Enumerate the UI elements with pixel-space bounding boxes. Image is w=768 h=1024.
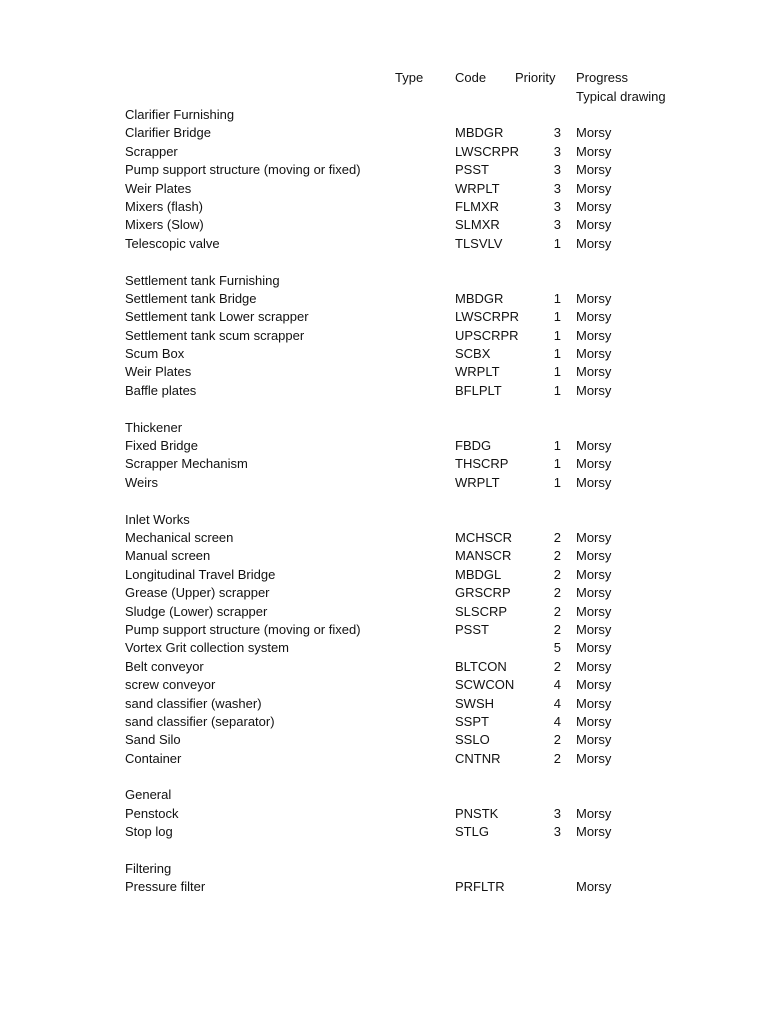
item-name: Sand Silo	[125, 732, 181, 748]
item-code: MBDGR	[455, 125, 504, 141]
table-row	[125, 529, 725, 547]
item-progress: Morsy	[576, 695, 612, 711]
item-name: Weir Plates	[125, 364, 192, 380]
table-row	[125, 474, 725, 492]
item-priority: 3	[553, 162, 561, 178]
section-title-text: Settlement tank Furnishing	[125, 272, 280, 288]
item-progress: Morsy	[576, 713, 612, 729]
item-progress: Morsy	[576, 548, 612, 564]
item-code: SWSH	[455, 695, 494, 711]
item-name: Settlement tank Bridge	[125, 290, 257, 306]
item-priority: 1	[553, 235, 561, 251]
item-progress: Morsy	[576, 346, 612, 362]
item-priority: 2	[553, 566, 561, 582]
item-priority: 1	[553, 327, 561, 343]
item-progress: Morsy	[576, 585, 612, 601]
table-row	[125, 621, 725, 639]
item-name: Settlement tank scum scrapper	[125, 327, 305, 343]
item-code: WRPLT	[455, 180, 500, 196]
item-priority: 2	[553, 658, 561, 674]
item-progress: Morsy	[576, 235, 612, 251]
item-name: Settlement tank Lower scrapper	[125, 309, 309, 325]
table-row	[125, 658, 725, 676]
table-row	[125, 584, 725, 602]
item-code: SCWCON	[455, 677, 515, 693]
item-priority: 5	[553, 640, 561, 656]
item-code: FLMXR	[455, 198, 500, 214]
table-row	[125, 639, 725, 657]
section-title-text: General	[125, 787, 172, 803]
item-priority: 1	[553, 290, 561, 306]
item-progress: Morsy	[576, 640, 612, 656]
item-name: Pressure filter	[125, 879, 206, 895]
item-code: SSLO	[455, 732, 490, 748]
item-progress: Morsy	[576, 364, 612, 380]
item-name: sand classifier (washer)	[125, 695, 262, 711]
item-priority: 2	[553, 585, 561, 601]
item-name: Scrapper	[125, 143, 178, 159]
section-title	[125, 860, 725, 878]
item-priority: 3	[553, 143, 561, 159]
item-code: WRPLT	[455, 364, 500, 380]
item-progress: Morsy	[576, 162, 612, 178]
spacer-row	[125, 842, 725, 860]
item-code: MBDGL	[455, 566, 502, 582]
item-priority: 2	[553, 548, 561, 564]
item-code: SCBX	[455, 346, 491, 362]
item-name: Scum Box	[125, 346, 185, 362]
table-row	[125, 180, 725, 198]
item-progress: Morsy	[576, 566, 612, 582]
item-priority: 3	[553, 125, 561, 141]
item-code: MANSCR	[455, 548, 512, 564]
item-name: Telescopic valve	[125, 235, 220, 251]
table-row	[125, 216, 725, 234]
section-title	[125, 272, 725, 290]
item-name: Mechanical screen	[125, 529, 234, 545]
table-row	[125, 290, 725, 308]
section-title	[125, 106, 725, 124]
item-name: Fixed Bridge	[125, 438, 198, 454]
item-priority: 1	[553, 438, 561, 454]
table-row	[125, 455, 725, 473]
item-name: Pump support structure (moving or fixed)	[125, 621, 361, 637]
item-code: SLMXR	[455, 217, 500, 233]
spacer-row	[125, 400, 725, 418]
table-row	[125, 731, 725, 749]
item-name: screw conveyor	[125, 677, 216, 693]
item-name: Stop log	[125, 824, 173, 840]
table-row	[125, 713, 725, 731]
item-name: sand classifier (separator)	[125, 713, 275, 729]
item-code: THSCRP	[455, 456, 509, 472]
item-code: MCHSCR	[455, 529, 513, 545]
item-name: Sludge (Lower) scrapper	[125, 603, 268, 619]
table-row	[125, 161, 725, 179]
item-priority: 1	[553, 382, 561, 398]
item-name: Vortex Grit collection system	[125, 640, 289, 656]
item-priority: 3	[553, 824, 561, 840]
item-progress: Morsy	[576, 198, 612, 214]
item-priority: 1	[553, 309, 561, 325]
item-code: LWSCRPR	[455, 143, 520, 159]
table-row	[125, 695, 725, 713]
item-code: PRFLTR	[455, 879, 505, 895]
item-progress: Morsy	[576, 529, 612, 545]
equipment-table	[125, 106, 725, 897]
item-progress: Morsy	[576, 805, 612, 821]
item-progress: Morsy	[576, 474, 612, 490]
item-progress: Morsy	[576, 732, 612, 748]
section-title	[125, 511, 725, 529]
item-progress: Morsy	[576, 327, 612, 343]
item-priority: 2	[553, 621, 561, 637]
item-progress: Morsy	[576, 658, 612, 674]
item-progress: Morsy	[576, 621, 612, 637]
item-priority: 3	[553, 180, 561, 196]
item-priority: 4	[553, 695, 561, 711]
item-progress: Morsy	[576, 309, 612, 325]
table-row	[125, 308, 725, 326]
item-priority: 2	[553, 603, 561, 619]
spacer-row	[125, 492, 725, 510]
item-priority: 2	[553, 529, 561, 545]
item-progress: Morsy	[576, 438, 612, 454]
header-progress-subtitle: Typical drawing	[576, 89, 666, 104]
item-progress: Morsy	[576, 456, 612, 472]
item-code: MBDGR	[455, 290, 504, 306]
item-priority: 1	[553, 346, 561, 362]
table-row	[125, 124, 725, 142]
item-code: UPSCRPR	[455, 327, 519, 343]
spacer-row	[125, 768, 725, 786]
item-name: Scrapper Mechanism	[125, 456, 248, 472]
table-row	[125, 143, 725, 161]
item-code: LWSCRPR	[455, 309, 520, 325]
section-title	[125, 419, 725, 437]
item-progress: Morsy	[576, 824, 612, 840]
item-name: Penstock	[125, 805, 179, 821]
item-progress: Morsy	[576, 603, 612, 619]
item-code: PSST	[455, 162, 489, 178]
table-row	[125, 198, 725, 216]
table-row	[125, 547, 725, 565]
table-row	[125, 363, 725, 381]
item-progress: Morsy	[576, 125, 612, 141]
item-code: SLSCRP	[455, 603, 508, 619]
item-priority: 2	[553, 732, 561, 748]
item-progress: Morsy	[576, 677, 612, 693]
spacer-row	[125, 253, 725, 271]
item-progress: Morsy	[576, 290, 612, 306]
item-code: GRSCRP	[455, 585, 511, 601]
item-code: WRPLT	[455, 474, 500, 490]
table-row	[125, 823, 725, 841]
table-row	[125, 676, 725, 694]
table-row	[125, 750, 725, 768]
item-priority: 3	[553, 198, 561, 214]
item-name: Manual screen	[125, 548, 211, 564]
item-code: BLTCON	[455, 658, 507, 674]
table-row	[125, 566, 725, 584]
item-code: BFLPLT	[455, 382, 502, 398]
item-code: CNTNR	[455, 750, 501, 766]
item-progress: Morsy	[576, 143, 612, 159]
item-progress: Morsy	[576, 382, 612, 398]
item-progress: Morsy	[576, 750, 612, 766]
section-title-text: Clarifier Furnishing	[125, 107, 235, 122]
item-code: PSST	[455, 621, 489, 637]
item-name: Mixers (flash)	[125, 198, 204, 214]
item-name: Container	[125, 750, 182, 766]
item-progress: Morsy	[576, 879, 612, 895]
section-title-text: Filtering	[125, 861, 172, 877]
item-progress: Morsy	[576, 180, 612, 196]
item-code: FBDG	[455, 438, 492, 454]
item-priority: 1	[553, 364, 561, 380]
table-row	[125, 437, 725, 455]
table-row	[125, 603, 725, 621]
item-priority: 1	[553, 474, 561, 490]
item-priority: 2	[553, 750, 561, 766]
item-name: Clarifier Bridge	[125, 125, 211, 141]
item-code: SSPT	[455, 713, 489, 729]
section-title	[125, 786, 725, 804]
table-row	[125, 327, 725, 345]
item-name: Belt conveyor	[125, 658, 204, 674]
table-row	[125, 235, 725, 253]
item-name: Baffle plates	[125, 382, 197, 398]
header-code: Code	[455, 70, 487, 85]
item-priority: 3	[553, 805, 561, 821]
table-row	[125, 878, 725, 896]
table-row	[125, 345, 725, 363]
item-code: PNSTK	[455, 805, 499, 821]
item-name: Pump support structure (moving or fixed)	[125, 162, 361, 178]
table-row	[125, 805, 725, 823]
item-code: STLG	[455, 824, 489, 840]
item-priority: 1	[553, 456, 561, 472]
header-type: Type	[395, 70, 424, 85]
item-progress: Morsy	[576, 217, 612, 233]
section-title-text: Inlet Works	[125, 511, 190, 527]
item-name: Mixers (Slow)	[125, 217, 204, 233]
header-progress: Progress	[576, 70, 629, 85]
item-name: Grease (Upper) scrapper	[125, 585, 270, 601]
item-name: Weirs	[125, 474, 158, 490]
item-priority: 4	[553, 677, 561, 693]
item-name: Weir Plates	[125, 180, 192, 196]
item-priority: 3	[553, 217, 561, 233]
header-priority: Priority	[515, 70, 556, 85]
item-name: Longitudinal Travel Bridge	[125, 566, 276, 582]
table-row	[125, 382, 725, 400]
section-title-text: Thickener	[125, 419, 183, 435]
item-priority: 4	[553, 713, 561, 729]
item-code: TLSVLV	[455, 235, 503, 251]
